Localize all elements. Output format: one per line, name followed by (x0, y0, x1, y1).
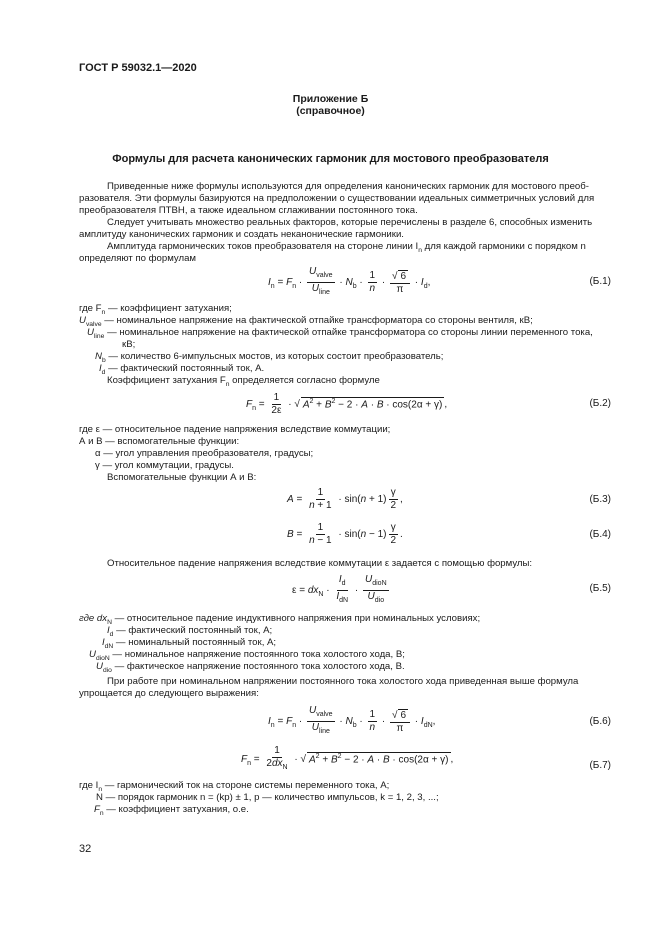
paragraph-line: Амплитуда гармонических токов преобразователя на стороне линии $I_n$ для каждой гармоники с порядком n (107, 241, 586, 254)
definition-line: $I_{dN}$ — номинальный постоянный ток, А; (102, 637, 277, 650)
paragraph-line: Относительное падение напряжения вследствие коммутации ε задается с помощью формулы: (107, 558, 533, 569)
formula-b1: $I_n = F_n$ · $\frac{U_{valve}}{U_{line}}$ · $N_b$ · $\frac{1}{n}$ · $\frac{√ 6}{\pi}$ · $I_d$, (268, 266, 431, 296)
definition-line: $I_d$ — фактический постоянный ток, А. (99, 363, 265, 376)
paragraph-line: амплитуду канонических гармоник и создать неканонические гармоники. (79, 229, 404, 240)
definition-line: где $I_n$ — гармонический ток на стороне системы переменного тока, А; (79, 780, 390, 793)
definition-line: А и В — вспомогательные функции: (79, 436, 240, 447)
document-header: ГОСТ Р 59032.1—2020 (79, 62, 197, 74)
equation-number: (Б.7) (589, 760, 611, 771)
definition-line: α — угол управления преобразователя, градусы; (95, 448, 314, 459)
paragraph-line: Следует учитывать множество реальных факторов, которые перечислены в разделе 6, способных изменить (107, 217, 593, 228)
page-number: 32 (79, 843, 92, 855)
definition-line: $U_{line}$ — номинальное напряжение на фактической отпайке трансформатора со стороны линии переменного тока, (87, 327, 593, 340)
appendix-subtitle: (справочное) (296, 105, 365, 117)
definition-line: где $F_n$ — коэффициент затухания; (79, 303, 232, 316)
definition-line: $N_b$ — количество 6-импульсных мостов, из которых состоит преобразователь; (95, 351, 444, 364)
paragraph-line: преобразователя ПТВН, а также идеальном сглаживании постоянного тока. (79, 205, 418, 216)
appendix-title: Приложение Б (292, 93, 369, 105)
definition-line: $I_d$ — фактический постоянный ток, А; (107, 625, 273, 638)
section-title: Формулы для расчета канонических гармоник для мостового преобразователя (112, 153, 549, 165)
definition-line: где ε — относительное падение напряжения вследствие коммутации; (79, 424, 391, 435)
formula-b5: $\varepsilon = dx_N$ · $\frac{I_d}{I_{dN}}$ · $\frac{U_{dioN}}{U_{dio}}$ (292, 574, 387, 604)
equation-number: (Б.4) (589, 529, 611, 540)
equation-number: (Б.6) (589, 716, 611, 727)
definition-line: кВ; (122, 339, 136, 350)
definition-line: $U_{dio}$ — фактическое напряжение постоянного тока холостого хода, В. (96, 661, 405, 674)
definition-line: где $dx_N$ — относительное падение индуктивного напряжения при номинальных условиях; (79, 613, 481, 626)
paragraph-line: Вспомогательные функции А и В: (107, 472, 257, 483)
equation-number: (Б.5) (589, 583, 611, 594)
definition-line: $F_n$ — коэффициент затухания, о.е. (94, 804, 249, 817)
definition-line: $U_{valve}$ — номинальное напряжение на фактической отпайке трансформатора со стороны вентиля, кВ; (79, 315, 533, 328)
formula-b4: B = $\frac{1}{n - 1}$ · sin(n − 1) $\frac{\gamma}{2}$ . (287, 522, 403, 546)
equation-number: (Б.2) (589, 398, 611, 409)
formula-b3: A = $\frac{1}{n + 1}$ · sin(n + 1) $\frac{\gamma}{2}$ , (287, 487, 403, 511)
equation-number: (Б.1) (589, 276, 611, 287)
definition-line: γ — угол коммутации, градусы. (95, 460, 234, 471)
formula-b6: $I_n = F_n$ · $\frac{U_{valve}}{U_{line}}$ · $N_b$ · $\frac{1}{n}$ · $\frac{√ 6}{\pi}$ · $I_{dN}$, (268, 705, 436, 735)
paragraph-line: разователя. Эти формулы базируются на предположении о существовании идеальных симметричных условий для (79, 193, 595, 204)
paragraph-line: Приведенные ниже формулы используются для определения канонических гармоник для мостового преоб- (107, 181, 589, 192)
formula-b7: $F_n$ = $\frac{1}{2dx_N}$ · √ $A^2 + B^2 - 2 \cdot A \cdot B \cdot \cos(2\alpha + \gamma)$ , (241, 745, 454, 771)
paragraph-line: При работе при номинальном напряжении постоянного тока холостого хода приведенная выше формула (107, 676, 579, 687)
formula-b2: $F_n$ = $\frac{1}{2\varepsilon}$ · √ $A^2 + B^2 - 2 \cdot A \cdot B \cdot \cos(2\alpha + \gamma)$ , (246, 392, 448, 416)
paragraph-line: Коэффициент затухания $F_n$ определяется согласно формуле (107, 375, 380, 388)
definition-line: $U_{dioN}$ — номинальное напряжение постоянного тока холостого хода, В; (89, 649, 405, 662)
definition-line: N — порядок гармоник n = (kp) ± 1, p — количество импульсов, k = 1, 2, 3, ...; (96, 792, 439, 803)
equation-number: (Б.3) (589, 494, 611, 505)
paragraph-line: упрощается до следующего выражения: (79, 688, 259, 699)
paragraph-line: определяют по формулам (79, 253, 197, 264)
